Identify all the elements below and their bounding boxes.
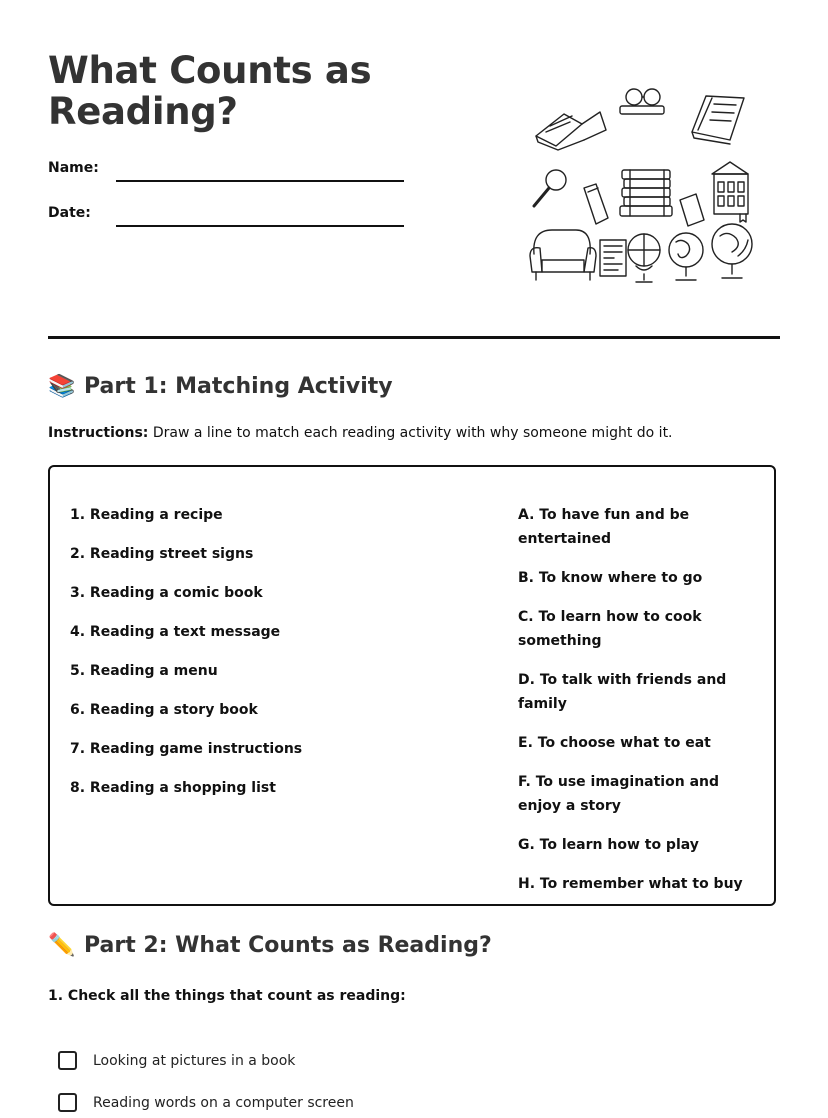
magnifying-glass-icon [534,170,566,206]
activity-item: 5. Reading a menu [70,663,218,679]
activity-item: 4. Reading a text message [70,624,281,640]
glasses-icon [620,89,664,114]
small-book-icon [680,194,704,226]
reason-item: H. To remember what to buy [518,876,743,892]
activity-item: 1. Reading a recipe [70,507,223,523]
section-divider [48,336,780,339]
reason-item: A. To have fun and be entertained [518,507,690,547]
reason-item: E. To choose what to eat [518,735,711,751]
standing-book-icon [692,96,744,144]
instructions-text: Draw a line to match each reading activity with why someone might do it. [148,425,673,441]
activity-item: 2. Reading street signs [70,546,254,562]
part1-heading [48,374,393,399]
book-stack-icon [620,170,672,216]
books-emoji-icon: 📚 [48,374,76,399]
part2-title: Part 2: What Counts as Reading? [84,933,492,958]
part1-title: Part 1: Matching Activity [84,374,393,399]
globe-icon-2 [669,233,703,280]
open-book-icon [536,112,606,150]
library-building-icon [712,162,748,222]
name-field-line[interactable] [116,180,404,182]
pencil-emoji-icon: ✏️ [48,933,76,958]
activity-item: 3. Reading a comic book [70,585,263,601]
checklist-item-label: Looking at pictures in a book [93,1052,296,1069]
date-label: Date: [48,205,91,221]
page-title: What Counts as Reading? [48,49,372,133]
reason-item: D. To talk with friends and family [518,672,727,712]
reading-clipart-illustration [526,84,758,290]
part2-heading [48,933,492,958]
reasons-column [518,503,766,911]
reason-item: F. To use imagination and enjoy a story [518,774,720,814]
instructions [48,425,673,441]
reason-item: C. To learn how to cook something [518,609,702,649]
armchair-icon [530,230,596,280]
reason-item: B. To know where to go [518,570,703,586]
reason-item: G. To learn how to play [518,837,699,853]
name-label: Name: [48,160,99,176]
checklist-item[interactable] [58,1051,295,1070]
checkbox[interactable] [58,1093,77,1112]
newspaper-icon [600,240,626,276]
activity-item: 8. Reading a shopping list [70,780,276,796]
checklist-item[interactable] [58,1093,354,1112]
instructions-label: Instructions: [48,425,149,441]
activity-item: 6. Reading a story book [70,702,258,718]
globe-icon-1 [628,234,660,282]
question-1: 1. Check all the things that count as reading: [48,988,406,1004]
closed-book-icon [584,184,608,224]
date-field-line[interactable] [116,225,404,227]
activities-column [70,503,490,815]
globe-icon-3 [712,224,752,278]
checklist-item-label: Reading words on a computer screen [93,1094,354,1111]
matching-activity-box [48,465,776,906]
activity-item: 7. Reading game instructions [70,741,303,757]
checkbox[interactable] [58,1051,77,1070]
